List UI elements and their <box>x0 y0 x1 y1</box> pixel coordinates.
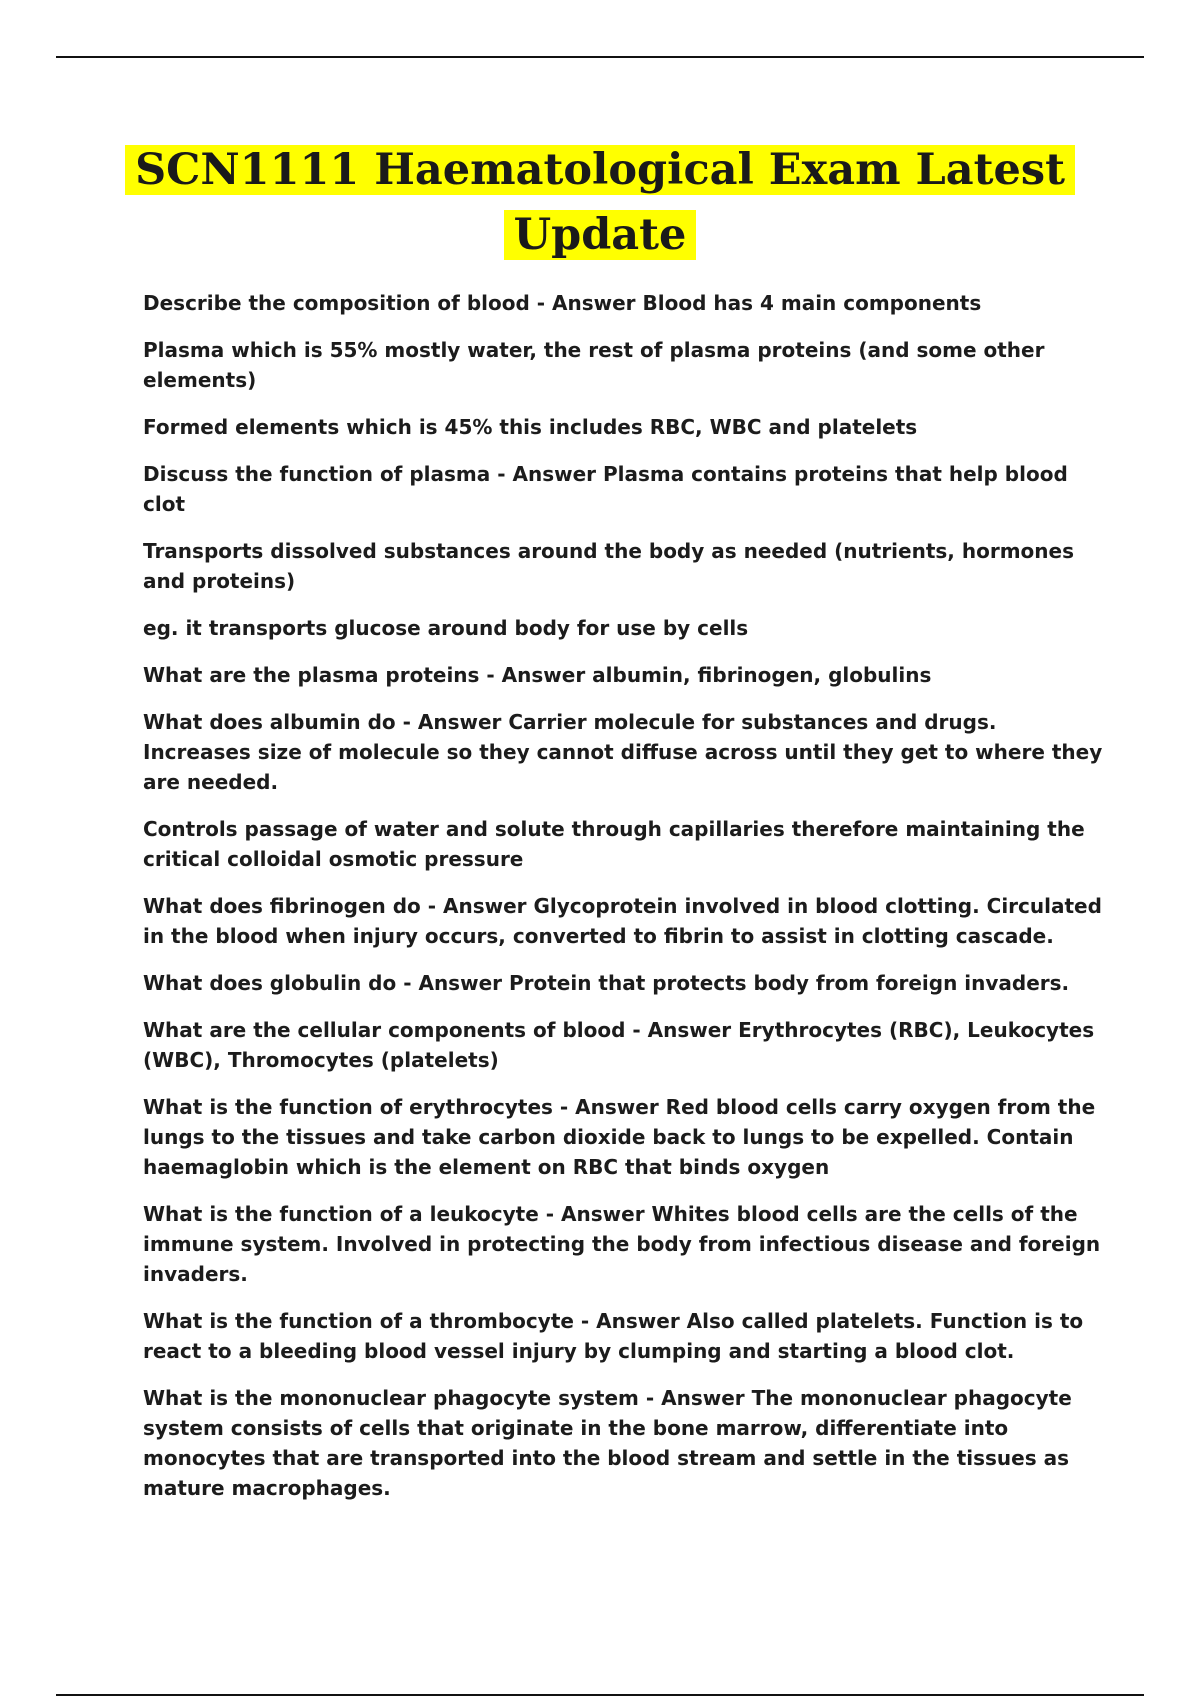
top-rule <box>56 56 1144 58</box>
paragraph: What does globulin do - Answer Protein that protects body from foreign invaders. <box>143 971 1070 995</box>
paragraph: Discuss the function of plasma - Answer Plasma contains proteins that help blood clot <box>143 462 1068 516</box>
paragraph: What does albumin do - Answer Carrier molecule for substances and drugs. Increases size of molecule so they cannot diffuse across until they get to where they are needed. <box>143 710 1103 794</box>
paragraph: What are the plasma proteins - Answer albumin, fibrinogen, globulins <box>143 663 932 687</box>
paragraph: Formed elements which is 45% this includes RBC, WBC and platelets <box>143 415 918 439</box>
paragraph: What does fibrinogen do - Answer Glycoprotein involved in blood clotting. Circulated in the blood when injury occurs, converted to fibrin to assist in clotting cascade. <box>143 894 1102 948</box>
bottom-rule <box>56 1694 1144 1696</box>
document-title <box>100 138 1100 268</box>
paragraph: What are the cellular components of blood - Answer Erythrocytes (RBC), Leukocytes (WBC), Thromocytes (platelets) <box>143 1018 1095 1072</box>
title-line-1: SCN1111 Haematological Exam Latest <box>125 145 1075 195</box>
paragraph: What is the function of a thrombocyte - Answer Also called platelets. Function is to react to a bleeding blood vessel injury by clumping and starting a blood clot. <box>143 1309 1084 1363</box>
paragraph: Transports dissolved substances around the body as needed (nutrients, hormones and proteins) <box>143 539 1074 593</box>
paragraph: Controls passage of water and solute through capillaries therefore maintaining the critical colloidal osmotic pressure <box>143 817 1085 871</box>
paragraph: What is the function of a leukocyte - Answer Whites blood cells are the cells of the immune system. Involved in protecting the body from infectious disease and foreign invaders. <box>143 1202 1101 1286</box>
document-body <box>143 288 1103 1520</box>
paragraph: What is the function of erythrocytes - Answer Red blood cells carry oxygen from the lungs to the tissues and take carbon dioxide back to lungs to be expelled. Contain haemaglobin which is the element on RBC that binds oxygen <box>143 1095 1096 1179</box>
paragraph: Plasma which is 55% mostly water, the rest of plasma proteins (and some other elements) <box>143 338 1045 392</box>
paragraph: What is the mononuclear phagocyte system - Answer The mononuclear phagocyte system consists of cells that originate in the bone marrow, differentiate into monocytes that are transported into the blood stream and settle in the tissues as mature macrophages. <box>143 1386 1072 1500</box>
paragraph: Describe the composition of blood - Answer Blood has 4 main components <box>143 291 982 315</box>
title-line-2: Update <box>504 210 697 260</box>
paragraph: eg. it transports glucose around body for use by cells <box>143 616 749 640</box>
